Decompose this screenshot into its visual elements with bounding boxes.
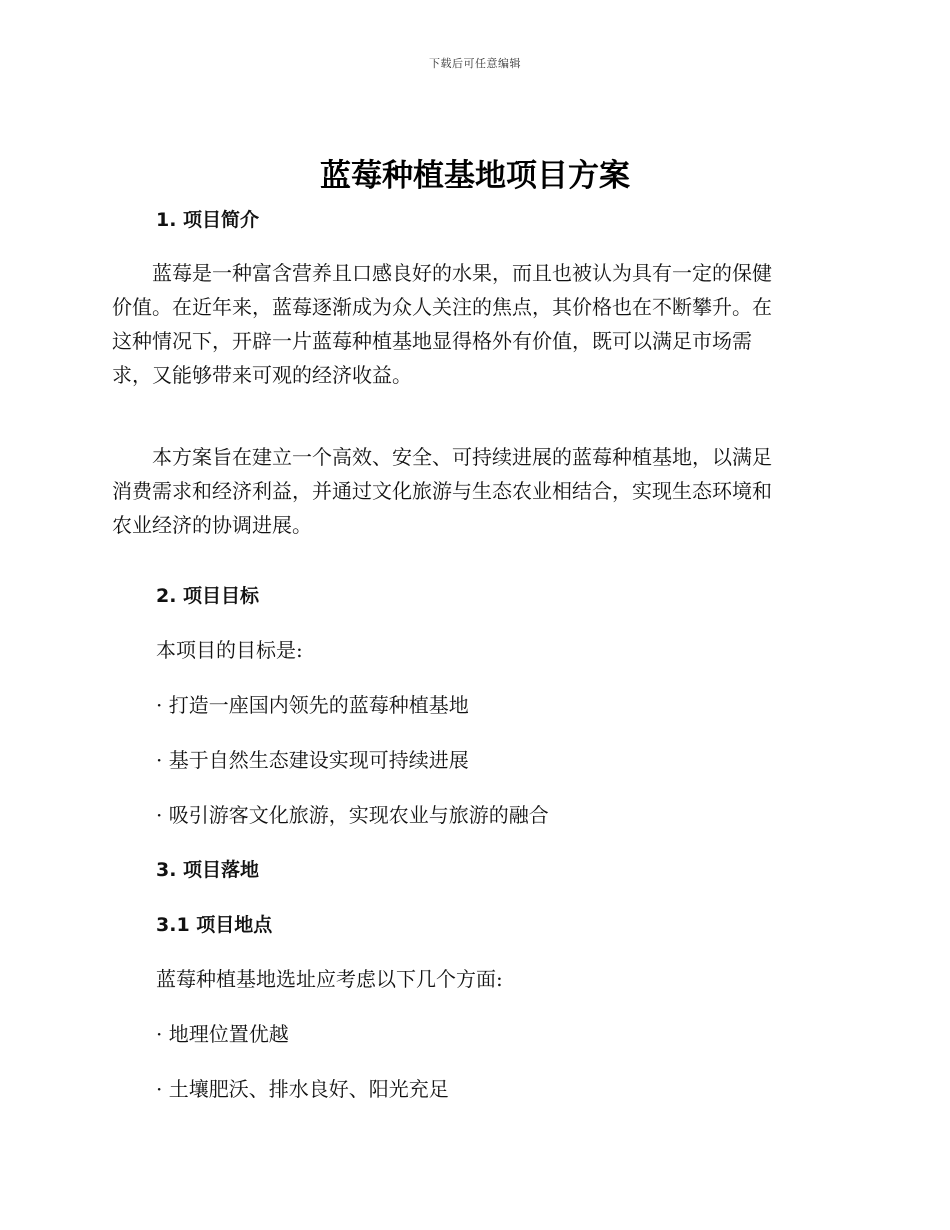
subsection-heading-3-1: 3.1 项目地点 bbox=[156, 914, 273, 936]
section-heading-1: 1. 项目简介 bbox=[156, 209, 260, 231]
goal-item: · 基于自然生态建设实现可持续进展 bbox=[156, 748, 469, 772]
section-heading-2: 2. 项目目标 bbox=[156, 585, 260, 607]
section-heading-3: 3. 项目落地 bbox=[156, 859, 260, 881]
paragraph-line: 本方案旨在建立一个高效、安全、可持续进展的蓝莓种植基地，以满足 bbox=[112, 445, 772, 469]
location-item: · 地理位置优越 bbox=[156, 1022, 289, 1046]
document-title: 蓝莓种植基地项目方案 bbox=[320, 158, 630, 194]
goal-item: · 吸引游客文化旅游，实现农业与旅游的融合 bbox=[156, 803, 549, 827]
goal-item: · 打造一座国内领先的蓝莓种植基地 bbox=[156, 693, 469, 717]
paragraph-intro-1 bbox=[112, 256, 832, 392]
location-item: · 土壤肥沃、排水良好、阳光充足 bbox=[156, 1077, 449, 1101]
paragraph-line: 蓝莓是一种富含营养且口感良好的水果，而且也被认为具有一定的保健 bbox=[112, 261, 772, 285]
paragraph-line: 消费需求和经济利益，并通过文化旅游与生态农业相结合，实现生态环境和 bbox=[112, 479, 772, 503]
paragraph-line: 农业经济的协调进展。 bbox=[112, 513, 312, 537]
paragraph-line: 这种情况下，开辟一片蓝莓种植基地显得格外有价值，既可以满足市场需 bbox=[112, 329, 752, 353]
goals-intro: 本项目的目标是: bbox=[156, 638, 303, 662]
location-intro: 蓝莓种植基地选址应考虑以下几个方面: bbox=[156, 967, 503, 991]
paragraph-intro-2 bbox=[112, 440, 832, 542]
paragraph-line: 求，又能够带来可观的经济收益。 bbox=[112, 363, 412, 387]
paragraph-line: 价值。在近年来，蓝莓逐渐成为众人关注的焦点，其价格也在不断攀升。在 bbox=[112, 295, 772, 319]
header-note: 下载后可任意编辑 bbox=[429, 57, 521, 70]
